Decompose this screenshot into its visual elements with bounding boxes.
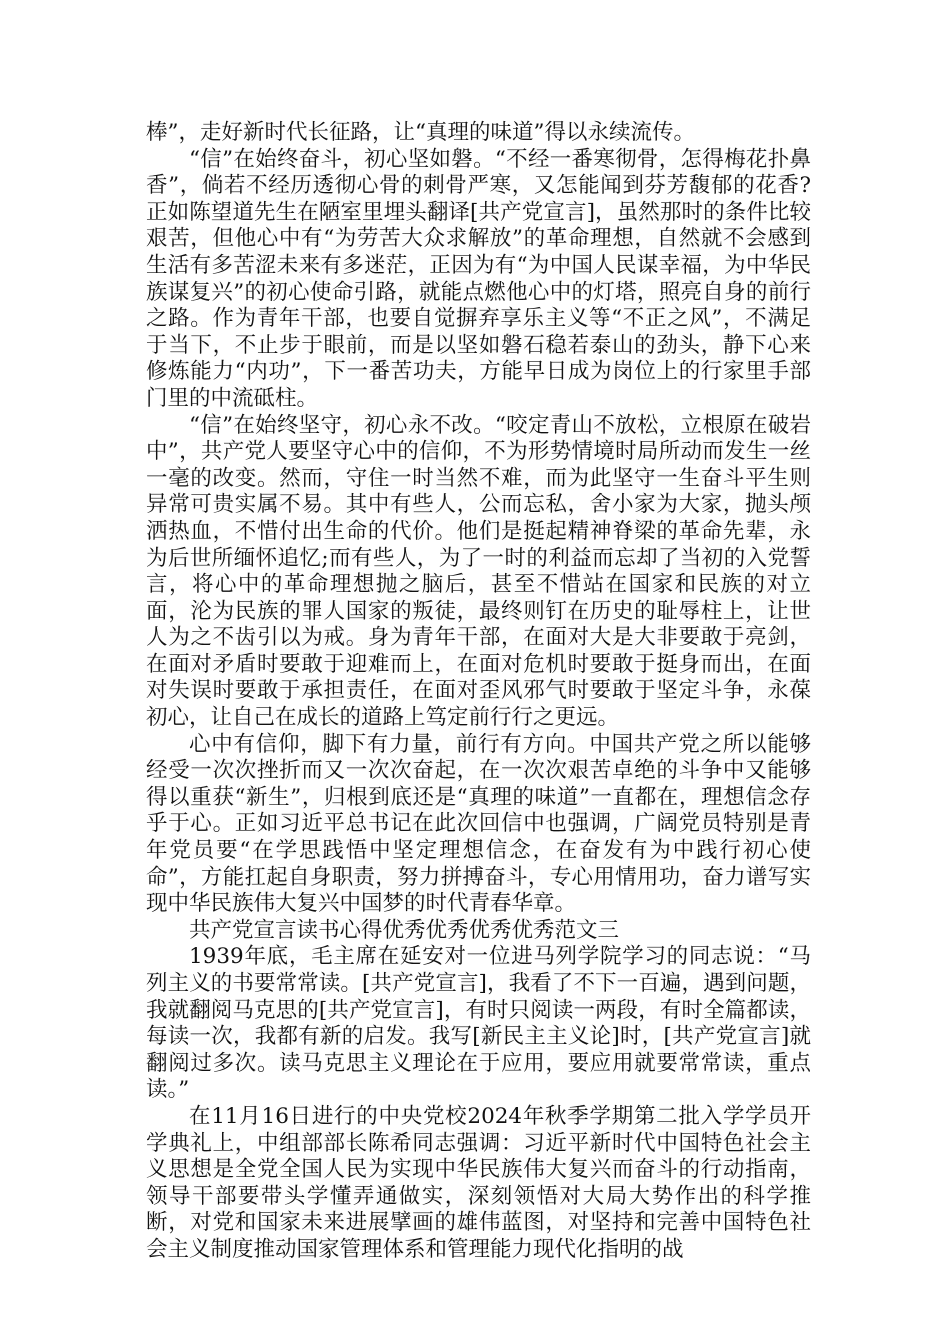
paragraph-1939: 1939年底，毛主席在延安对一位进马列学院学习的同志说：“马列主义的书要常常读。[共产党宣言]，我看了不下一百遍，遇到问题，我就翻阅马克思的[共产党宣言]，有时只阅读一两段，有时全篇都读，每读一次，我都有新的启发。我写[新民主主义论]时，[共产党宣言]就翻阅过多次。读马克思主义理论在于应用，要应用就要常常读，重点读。” <box>146 944 811 1103</box>
paragraph-dangxiao: 在11月16日进行的中央党校2024年秋季学期第二批入学学员开学典礼上，中组部部长陈希同志强调：习近平新时代中国特色社会主义思想是全党全国人民为实现中华民族伟大复兴而奋斗的行动指南，领导干部要带头学懂弄通做实，深刻领悟对大局大势作出的科学推断，对党和国家未来进展擘画的雄伟蓝图，对坚持和完善中国特色社会主义制度推动国家管理体系和管理能力现代化指明的战 <box>146 1103 811 1262</box>
paragraph-continuation: 棒”，走好新时代长征路，让“真理的味道”得以永续流传。 <box>146 120 695 145</box>
paragraph-xin-jianshou: “信”在始终坚守，初心永不改。“咬定青山不放松，立根原在破岩中”，共产党人要坚守心中的信仰，不为形势情境时局所动而发生一丝一毫的改变。然而，守住一时当然不难，而为此坚守一生奋斗平生则异常可贵实属不易。其中有些人，公而忘私，舍小家为大家，抛头颅洒热血，不惜付出生命的代价。他们是挺起精神脊梁的革命先辈，永为后世所缅怀追忆;而有些人，为了一时的利益而忘却了当初的入党誓言，将心中的革命理想抛之脑后，甚至不惜站在国家和民族的对立面，沦为民族的罪人国家的叛徒，最终则钉在历史的耻辱柱上，让世人为之不齿引以为戒。身为青年干部，在面对大是大非要敢于亮剑，在面对矛盾时要敢于迎难而上，在面对危机时要敢于挺身而出，在面对失误时要敢于承担责任，在面对歪风邪气时要敢于坚定斗争，永葆初心，让自己在成长的道路上笃定前行行之更远。 <box>146 412 811 731</box>
document-body <box>146 120 811 1264</box>
paragraph-xinyang: 心中有信仰，脚下有力量，前行有方向。中国共产党之所以能够经受一次次挫折而又一次次奋起，在一次次艰苦卓绝的斗争中又能够得以重获“新生”，归根到底还是“真理的味道”一直都在，理想信念存乎于心。正如习近平总书记在此次回信中也强调，广阔党员特别是青年党员要“在学思践悟中坚定理想信念，在奋发有为中践行初心使命”，方能扛起自身职责，努力拼搏奋斗，专心用情用功，奋力谱写实现中华民族伟大复兴中国梦的时代青春华章。 <box>146 731 811 917</box>
paragraph-xin-fendou: “信”在始终奋斗，初心坚如磐。“不经一番寒彻骨，怎得梅花扑鼻香”，倘若不经历透彻心骨的刺骨严寒，又怎能闻到芬芳馥郁的花香?正如陈望道先生在陋室里埋头翻译[共产党宣言]，虽然那时的条件比较艰苦，但他心中有“为劳苦大众求解放”的革命理想，自然就不会感到生活有多苦涩未来有多迷茫，正因为有“为中国人民谋幸福，为中华民族谋复兴”的初心使命引路，就能点燃他心中的灯塔，照亮自身的前行之路。作为青年干部，也要自觉摒弃享乐主义等“不正之风”，不满足于当下，不止步于眼前，而是以坚如磐石稳若泰山的劲头，静下心来修炼能力“内功”，下一番苦功夫，方能早日成为岗位上的行家里手部门里的中流砥柱。 <box>146 146 811 411</box>
section-heading: 共产党宣言读书心得优秀优秀优秀优秀范文三 <box>189 917 620 943</box>
